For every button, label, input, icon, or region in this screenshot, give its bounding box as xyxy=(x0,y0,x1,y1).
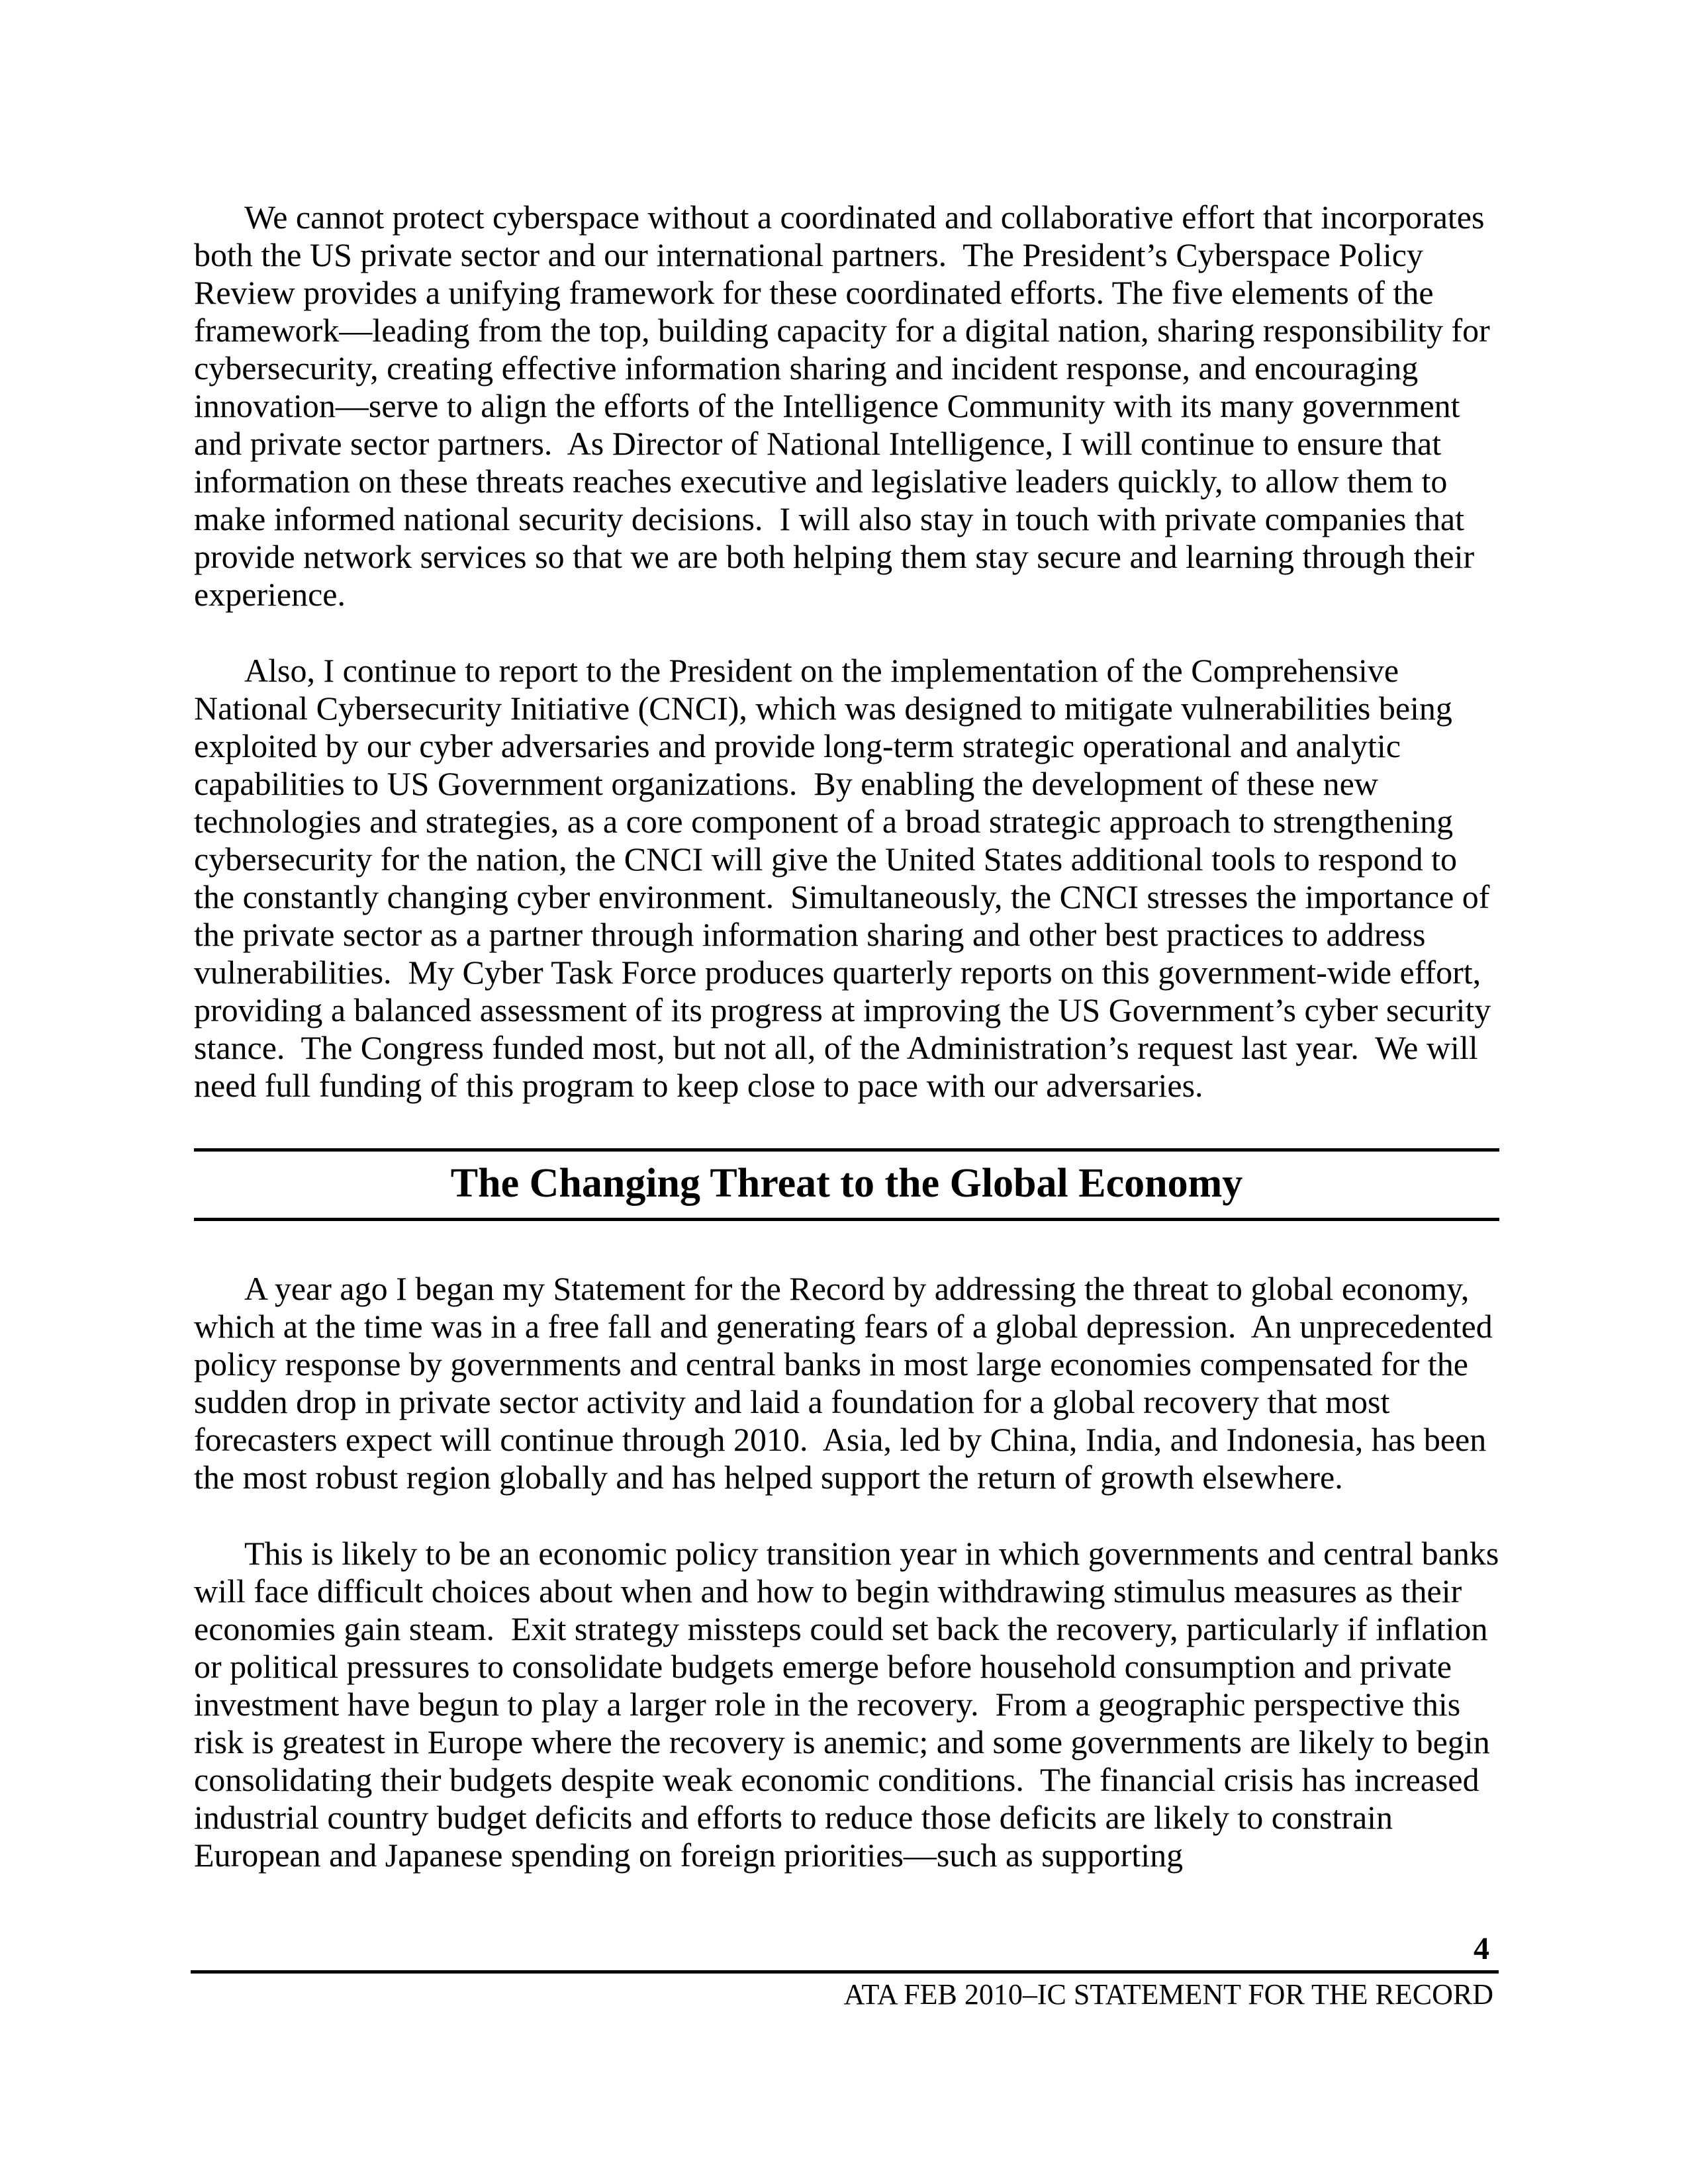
paragraph-cnci-report: Also, I continue to report to the President on the implementation of the Comprehensive National Cybersecurity Initiative (CNCI), which was designed to mitigate vulnerabilities being exploited by our cyber adversaries and provide long-term strategic operational and analytic capabilities to US Government organizations. By enabling the development of these new technologies and strategies, as a core component of a broad strategic approach to strengthening cybersecurity for the nation, the CNCI will give the United States additional tools to respond to the constantly changing cyber environment. Simultaneously, the CNCI stresses the importance of the private sector as a partner through information sharing and other best practices to address vulnerabilities. My Cyber Task Force produces quarterly reports on this government-wide effort, providing a balanced assessment of its progress at improving the US Government’s cyber security stance. The Congress funded most, but not all, of the Administration’s request last year. We will need full funding of this program to keep close to pace with our adversaries. xyxy=(194,652,1499,1104)
page-footer xyxy=(191,1933,1499,2011)
section-heading-block xyxy=(194,1148,1499,1221)
document-body xyxy=(194,0,1507,1913)
footer-record-title: ATA FEB 2010–IC STATEMENT FOR THE RECORD xyxy=(843,1978,1493,2011)
footer-rule xyxy=(191,1970,1499,1974)
section-heading: The Changing Threat to the Global Economy xyxy=(450,1161,1243,1206)
paragraph-policy-transition: This is likely to be an economic policy transition year in which governments and central banks will face difficult choices about when and how to begin withdrawing stimulus measures as their economies gain steam. Exit strategy missteps could set back the recovery, particularly if inflation or political pressures to consolidate budgets emerge before household consumption and private investment have begun to play a larger role in the recovery. From a geographic perspective this risk is greatest in Europe where the recovery is anemic; and some governments are likely to begin consolidating their budgets despite weak economic conditions. The financial crisis has increased industrial country budget deficits and efforts to reduce those deficits are likely to constrain European and Japanese spending on foreign priorities—such as supporting xyxy=(194,1535,1507,1874)
paragraph-global-economy: A year ago I began my Statement for the Record by addressing the threat to global economy, which at the time was in a free fall and generating fears of a global depression. An unprecedented policy response by governments and central banks in most large economies compensated for the sudden drop in private sector activity and laid a foundation for a global recovery that most forecasters expect will continue through 2010. Asia, led by China, India, and Indonesia, has been the most robust region globally and has helped support the return of growth elsewhere. xyxy=(194,1270,1501,1496)
page-number: 4 xyxy=(1474,1931,1489,1967)
paragraph-cyberspace-coordination: We cannot protect cyberspace without a coordinated and collaborative effort that incorporates both the US private sector and our international partners. The President’s Cyberspace Policy Review provides a unifying framework for these coordinated efforts. The five elements of the framework—leading from the top, building capacity for a digital nation, sharing responsibility for cybersecurity, creating effective information sharing and incident response, and encouraging innovation—serve to align the efforts of the Intelligence Community with its many government and private sector partners. As Director of National Intelligence, I will continue to ensure that information on these threats reaches executive and legislative leaders quickly, to allow them to make informed national security decisions. I will also stay in touch with private companies that provide network services so that we are both helping them stay secure and learning through their experience. xyxy=(194,199,1499,613)
